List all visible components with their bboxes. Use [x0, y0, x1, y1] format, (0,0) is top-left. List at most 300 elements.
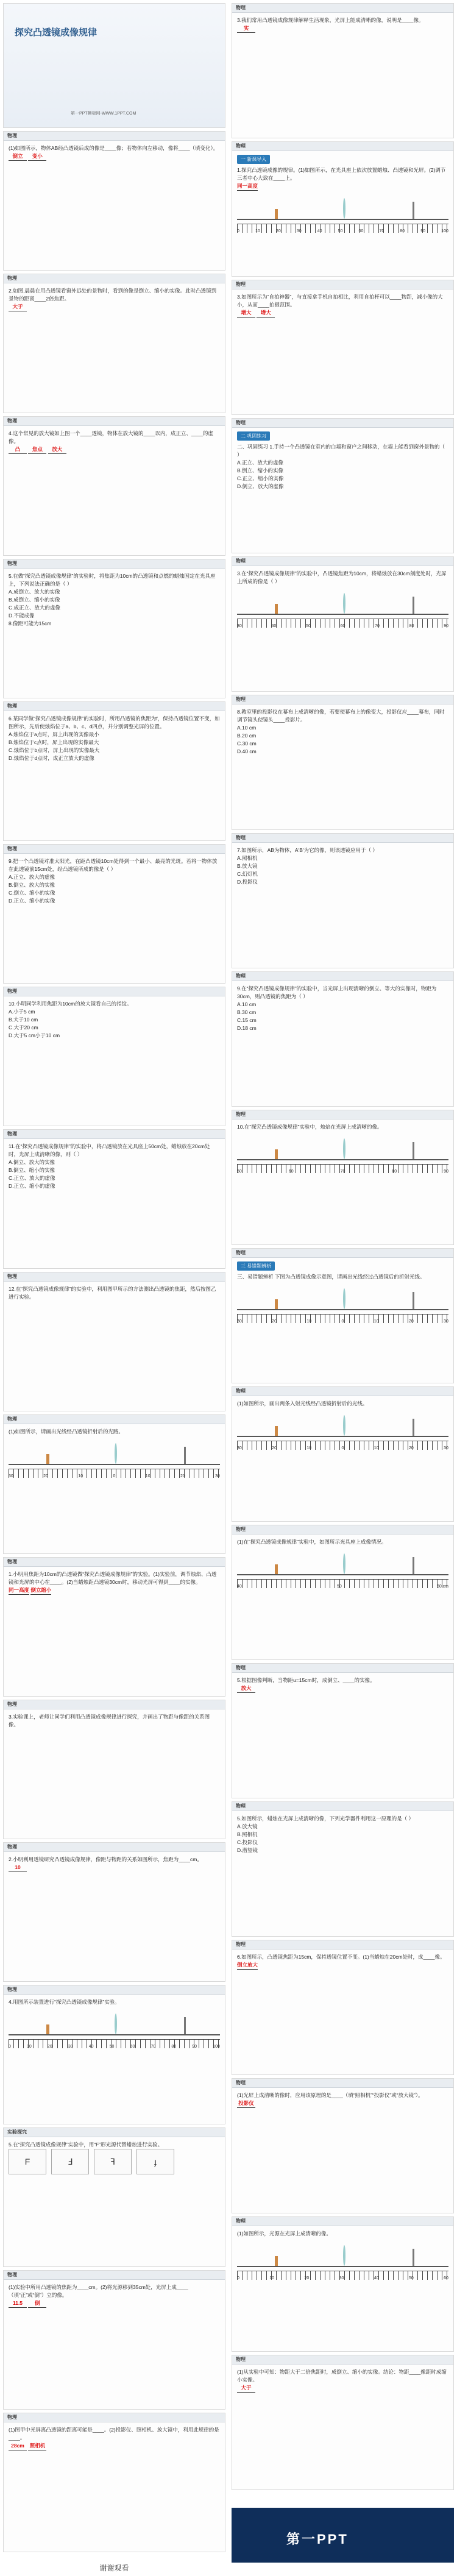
question-text: 12.在“探究凸透镜成像规律”的实验中，利用图甲所示的方法测出凸透镜的焦距，然后按图乙进行实验。 — [9, 1286, 216, 1300]
slide-body — [4, 283, 225, 315]
option-item: C.大于20 cm — [9, 1024, 38, 1031]
ruler-tick-label: 50 — [306, 624, 311, 628]
ruler-tick-label: 20 — [272, 1446, 277, 1450]
question-text: 2.小明利用透镜研究凸透镜成像规律，像距与物距的关系如图所示，焦距为____cm。 — [9, 1856, 202, 1862]
slide-body — [4, 1995, 225, 2052]
ruler-tick-label: 30 — [237, 1446, 242, 1450]
option-item: B.放大镜 — [237, 863, 258, 869]
slide-header: 物理 — [232, 1802, 453, 1811]
option-item: A.照相机 — [237, 855, 258, 861]
slide-header: 物理 — [232, 1387, 453, 1396]
option-item: D.18 cm — [237, 1025, 257, 1031]
lens-icon — [343, 2245, 345, 2266]
slide-body — [232, 1673, 453, 1697]
lens-icon — [343, 593, 345, 614]
slide-header: 物理 — [4, 1415, 225, 1424]
letter-figure: ɟ — [136, 2149, 174, 2174]
option-item: A.烛焰位于a点时，屏上出现的实像最小 — [9, 731, 99, 737]
slide-body — [232, 843, 453, 890]
answer-row — [237, 182, 448, 191]
question-text: 3.如图所示为“自拍神器”，与直接拿手机自拍相比，利用自拍杆可以____物距，减小像的大小，从而____拍摄范围。 — [237, 294, 443, 308]
option-item: D.大于5 cm小于10 cm — [9, 1032, 60, 1038]
answer-blank: 增大 — [237, 309, 255, 318]
ruler-tick-label: 30 — [444, 1319, 448, 1324]
answer-blank: 放大 — [237, 1684, 255, 1693]
slide-body — [232, 428, 453, 494]
ruler-tick-label: 50 — [237, 1169, 242, 1174]
question-text: 7.如图所示，AB为物体，A'B'为它的像，则该透镜应用于（ ） — [237, 847, 378, 853]
candle-icon — [275, 1564, 278, 1574]
question-text: 6.如图所示，凸透镜焦距为15cm，保持透镜位置不变。(1)当蜡烛在20cm处时，成____像。 — [237, 1954, 445, 1960]
question-slide — [232, 833, 454, 968]
optical-bench — [237, 194, 448, 220]
ruler-tick-label: 50 — [109, 2045, 115, 2049]
option-item: B.倒立、缩小的实像 — [237, 467, 284, 474]
slide-header: 物理 — [4, 1700, 225, 1709]
option-item: A.放大镜 — [237, 1823, 258, 1829]
ruler-tick-label: 100 — [213, 2045, 220, 2049]
question-slide — [3, 1414, 225, 1554]
slide-header: 物理 — [4, 2271, 225, 2280]
question-slide — [3, 987, 225, 1126]
option-item: A.正立、放大的虚像 — [9, 874, 55, 880]
ruler-tick-label: 70 — [151, 2045, 156, 2049]
slide-header: 物理 — [232, 1664, 453, 1673]
candle-icon — [46, 1454, 49, 1464]
slide-header: 物理 — [232, 1249, 453, 1258]
ruler-tick-label: 80 — [409, 624, 414, 628]
slide-body — [232, 13, 453, 37]
slide-body — [4, 2137, 225, 2178]
slide-body — [232, 2226, 453, 2283]
slide-body — [4, 1424, 225, 1481]
answer-blank: 焦点 — [28, 445, 46, 454]
title-slide — [3, 3, 225, 128]
option-item: C.幻灯机 — [237, 871, 258, 877]
option-item: C.15 cm — [237, 1017, 257, 1023]
candle-icon — [275, 604, 278, 614]
candle-icon — [275, 1149, 278, 1159]
optical-bench — [237, 2241, 448, 2267]
option-item: A.小于5 cm — [9, 1009, 35, 1015]
option-item: D.投影仪 — [237, 879, 258, 885]
question-text: (1)如图所示，请画出光线经凸透镜折射后的光路。 — [9, 1428, 124, 1435]
section-badge: 二 巩固练习 — [237, 431, 270, 441]
answer-blank: 倒立 — [9, 152, 27, 161]
option-item: B.照相机 — [237, 1831, 258, 1837]
ruler-tick-label: 0 — [113, 1474, 116, 1478]
slide-header: 物理 — [232, 2079, 453, 2088]
question-slide — [232, 418, 454, 553]
screen-icon — [413, 597, 414, 614]
slide-body — [4, 1709, 225, 1733]
answer-blank: 倒 — [28, 2299, 46, 2308]
ruler-tick-label: 10 — [306, 1319, 312, 1324]
slide-header: 物理 — [232, 2217, 453, 2226]
answer-blank: 投影仪 — [237, 2099, 255, 2108]
slide-header: 物理 — [4, 132, 225, 141]
optical-bench — [237, 589, 448, 615]
screen-icon — [413, 1142, 414, 1159]
ruler-tick-label: 20 — [408, 1319, 414, 1324]
answer-row — [9, 1864, 220, 1872]
question-text: 1.探究凸透镜成像的规律。(1)如图所示，在光具座上依次放置蜡烛、凸透镜和光屏。(2)调节三者中心大致在____上。 — [237, 167, 446, 181]
slide-body — [232, 2365, 453, 2396]
option-item: C.30 cm — [237, 740, 257, 747]
footer-banner — [232, 2508, 454, 2563]
slide-header: 物理 — [4, 1130, 225, 1139]
slide-body — [232, 566, 453, 631]
ruler-tick-label: 60 — [130, 2045, 135, 2049]
footer-bar — [232, 2508, 454, 2563]
option-item: C.烛焰位于b点时，屏上出现的实像最大 — [9, 747, 100, 753]
option-item: C.投影仪 — [237, 1839, 258, 1845]
question-slide — [232, 280, 454, 415]
question-slide — [3, 416, 225, 556]
option-item: B.20 cm — [237, 733, 257, 739]
slide-body — [4, 1567, 225, 1598]
ruler-tick-label: 10 — [27, 2045, 32, 2049]
ruler-scale — [237, 2271, 448, 2280]
question-slide — [3, 701, 225, 841]
question-text: (1)图甲中光屏离凸透镜的距离可能是____。(2)投影仪、照相机、放大镜中，利用此规律的是____。 — [9, 2427, 219, 2441]
question-slide — [3, 1842, 225, 1982]
question-slide — [3, 2270, 225, 2410]
answer-blank: 同一高度 — [9, 1586, 29, 1595]
option-item: A.倒立、放大的实像 — [9, 1159, 55, 1165]
question-slide — [232, 2078, 454, 2213]
ruler-tick-label: 90 — [420, 229, 426, 233]
ruler-tick-label: 0 — [237, 229, 239, 233]
ruler-tick-label: 90 — [192, 2045, 197, 2049]
answer-blank: 同一高度 — [237, 182, 258, 191]
answer-row — [237, 2099, 448, 2108]
optical-bench — [9, 1439, 220, 1465]
answer-row — [9, 2299, 220, 2308]
ruler-tick-label: 40 — [88, 2045, 94, 2049]
slide-header: 物理 — [4, 2413, 225, 2422]
ruler-tick-label: 0 — [237, 2276, 239, 2280]
slide-body — [232, 2088, 453, 2112]
ruler-tick-label: 60 cm — [436, 1584, 448, 1589]
screen-icon — [413, 1292, 414, 1309]
ruler-tick-label: 10 — [145, 1474, 151, 1478]
ruler-tick-label: 90 — [444, 1169, 448, 1174]
slide-header: 物理 — [232, 1525, 453, 1535]
question-text: 3.实验课上，老师让同学们利用凸透镜成像规律进行探究，并画出了物距与像距的关系图像。 — [9, 1714, 210, 1728]
letter-figure: ꟻ — [94, 2149, 132, 2174]
question-text: 5.在做“探究凸透镜成像规律”的实验时，将焦距为10cm的凸透镜和点燃的蜡烛固定在光具座上，下列说法正确的是（ ） — [9, 573, 216, 587]
slide-body — [4, 1282, 225, 1305]
site-label: 第一PPT模板网-WWW.1PPT.COM — [71, 112, 136, 116]
ruler-tick-label: 30 — [237, 1319, 242, 1324]
answer-row — [237, 2384, 448, 2393]
slide-body — [232, 1258, 453, 1327]
slide-header: 物理 — [232, 280, 453, 289]
ruler-tick-label: 10 — [374, 1446, 379, 1450]
optical-bench — [9, 2010, 220, 2035]
question-text: 10.小明同学利用焦距为10cm的放大镜看自己的指纹。 — [9, 1001, 132, 1007]
slide-header: 物理 — [4, 559, 225, 569]
question-slide — [3, 274, 225, 413]
right-column — [228, 0, 457, 2547]
answer-blank: 10 — [9, 1864, 27, 1872]
slide-body — [4, 569, 225, 631]
ruler-tick-label: 90 — [444, 624, 448, 628]
ruler-tick-label: 40 — [271, 624, 277, 628]
slide-header: 物理 — [4, 274, 225, 283]
ruler-scale — [9, 2039, 220, 2048]
ruler-tick-label: 30 — [339, 2276, 344, 2280]
ruler-tick-label: 80 — [392, 1169, 397, 1174]
question-text: 2.如图,晨晨在用凸透镜看窗外远处的景物时，看到的像是倒立、缩小的实像。此时凸透镜到景物的距离____2倍焦距。 — [9, 288, 216, 302]
screen-icon — [184, 1447, 186, 1464]
question-text: 11.在“探究凸透镜成像规律”的实验中，将凸透镜放在光具座上50cm处，蜡烛放在20cm处时，光屏上成清晰的像，则（ ） — [9, 1143, 210, 1157]
question-slide — [232, 2216, 454, 2352]
question-text: 三、易错题辨析 下图为凸透镜成像示意图，请画出光线经过凸透镜后的折射光线。 — [237, 1274, 425, 1280]
slide-body — [232, 1950, 453, 1973]
ruler-tick-label: 20 — [43, 1474, 48, 1478]
answer-row — [237, 1684, 448, 1693]
slide-header: 物理 — [232, 972, 453, 981]
ruler-tick-label: 70 — [375, 624, 380, 628]
answer-blank: 照相机 — [28, 2442, 46, 2450]
question-text: (1)从实验中可知：物距大于二倍焦距时，成倒立、缩小的实像。结论：物距____像距时成缩小实像。 — [237, 2369, 447, 2383]
option-item: C.正立、放大的虚像 — [9, 1175, 55, 1181]
letter-figure: Ⅎ — [51, 2149, 89, 2174]
answer-blank: 大于 — [237, 2384, 255, 2393]
answer-row — [237, 1961, 448, 1970]
slide-body — [4, 1852, 225, 1876]
lens-icon — [343, 1553, 345, 1574]
question-slide — [3, 844, 225, 984]
option-item: D.烛焰位于d点时，成正立放大的虚像 — [9, 755, 94, 761]
screen-icon — [184, 2017, 186, 2034]
slide-header: 物理 — [232, 557, 453, 566]
answer-blank: 增大 — [257, 309, 275, 318]
slide-body — [232, 1811, 453, 1858]
question-slide — [232, 1386, 454, 1522]
figure-row — [9, 2149, 220, 2174]
screen-icon — [413, 202, 414, 219]
question-text: (1)如图所示，画出两条入射光线经凸透镜折射后的光线。 — [237, 1400, 368, 1407]
ruler-tick-label: 30 — [444, 1446, 448, 1450]
slide-body — [232, 1119, 453, 1177]
slide-body — [4, 426, 225, 458]
question-slide — [3, 559, 225, 698]
lens-icon — [343, 198, 345, 219]
ruler-tick-label: 20 — [408, 1446, 414, 1450]
ruler-tick-label: 0 — [341, 1446, 344, 1450]
question-slide — [232, 971, 454, 1107]
question-text: (1)光屏上成清晰的像时，应用该原理的是____（填“照相机”“投影仪”或“放大镜”）。 — [237, 2092, 423, 2098]
option-item: C.正立、缩小的实像 — [237, 475, 284, 481]
ruler-scale — [237, 619, 448, 628]
lens-icon — [115, 1443, 117, 1464]
ruler-tick-label: 50 — [408, 2276, 414, 2280]
answer-blank: 28cm — [9, 2442, 27, 2450]
ruler-scale — [9, 1469, 220, 1478]
slide-body — [4, 2422, 225, 2454]
slide-body — [232, 1396, 453, 1453]
slide-header: 物理 — [4, 1843, 225, 1852]
question-text: (1)实验中所用凸透镜的焦距为____cm。(2)将光源移到35cm处，光屏上成____（填“正”或“倒”）立的像。 — [9, 2284, 188, 2298]
question-text: 4.这个常见的放大镜如上图一个____透镜，物体在放大镜的____以内，成正立、____的虚像。 — [9, 430, 213, 444]
ruler-tick-label: 20 — [272, 1319, 277, 1324]
letter-figure: F — [9, 2149, 46, 2174]
answer-row — [9, 445, 220, 454]
ruler-tick-label: 60 — [340, 624, 345, 628]
ruler-tick-label: 70 — [340, 1169, 345, 1174]
question-text: 5.根据图像判断，当物距u=15cm时，成倒立、____的实像。 — [237, 1677, 375, 1683]
slide-header: 物理 — [232, 1940, 453, 1950]
ruler-tick-label: 10 — [306, 1446, 312, 1450]
question-text: 3.在“探究凸透镜成像规律”的实验中，凸透镜焦距为10cm，将蜡烛放在30cm刻度处时，光屏上所成的像是（ ） — [237, 570, 447, 584]
question-slide — [232, 556, 454, 692]
slide-body — [232, 1535, 453, 1592]
ruler-tick-label: 50 — [336, 1584, 342, 1589]
ruler-scale — [237, 224, 448, 233]
question-slide — [3, 1700, 225, 1839]
ruler-tick-label: 20 — [180, 1474, 185, 1478]
question-text: 9.把一个凸透镜对准太阳光，在距凸透镜10cm处得到一个最小、最亮的光斑。若将一物体放在此透镜前15cm处，经凸透镜所成的像是（ ） — [9, 858, 218, 872]
ruler-tick-label: 30 — [9, 1474, 13, 1478]
slide-header: 物理 — [232, 2355, 453, 2365]
answer-blank: 放大 — [48, 445, 66, 454]
question-slide — [232, 1525, 454, 1660]
ruler-tick-label: 10 — [374, 1319, 379, 1324]
option-item: C.倒立、缩小的实像 — [9, 890, 55, 896]
candle-icon — [275, 1299, 278, 1309]
answer-blank: 实 — [237, 24, 255, 33]
candle-icon — [275, 1426, 278, 1436]
question-slide — [3, 2127, 225, 2267]
answer-blank: 11.5 — [9, 2299, 27, 2308]
slide-body — [4, 2280, 225, 2312]
option-item: D.正立、缩小的虚像 — [9, 1183, 55, 1189]
answer-blank: 倒立缩小 — [30, 1586, 51, 1595]
screen-icon — [413, 1419, 414, 1436]
lens-icon — [343, 1288, 345, 1309]
ruler-tick-label: 10 — [255, 229, 260, 233]
lens-icon — [343, 1415, 345, 1436]
option-item: B.大于10 cm — [9, 1017, 38, 1023]
ruler-tick-label: 30 — [68, 2045, 73, 2049]
section-badge: 三 易错题辨析 — [237, 1261, 275, 1271]
question-slide — [232, 2355, 454, 2490]
question-text: (1)如图所示，光源在光屏上成清晰的像。 — [237, 2230, 331, 2237]
question-slide — [3, 2413, 225, 2552]
question-text: 5.如图所示，蜡烛在光屏上成清晰的像，下列光学器件利用这一原理的是（ ） — [237, 1815, 414, 1822]
slide-header: 物理 — [4, 1558, 225, 1567]
question-slide — [232, 141, 454, 277]
question-text: 3.我们常用凸透镜成像规律解释生活现象，光屏上能成清晰的像，说明是____像。 — [237, 17, 424, 23]
question-text: 1.小明用焦距为10cm的凸透镜做“探究凸透镜成像规律”的实验。(1)实验前，调节烛焰、凸透镜和光屏的中心在____。(2)当蜡烛距凸透镜30cm时，移动光屏可得到____的实像。 — [9, 1571, 217, 1585]
candle-icon — [46, 2024, 49, 2034]
option-item: D.正立、缩小的实像 — [9, 898, 55, 904]
option-item: D.倒立、放大的虚像 — [237, 483, 284, 489]
option-item: D.不能成像 — [9, 612, 35, 619]
ruler-tick-label: 100 — [441, 229, 448, 233]
question-slide — [3, 1985, 225, 2124]
ruler-tick-label: 40 — [237, 1584, 242, 1589]
ruler-tick-label: 60 — [444, 2276, 448, 2280]
question-text: 8.教室里的投影仪在幕布上成清晰的像，若要使幕布上的像变大，投影仪应____幕布，同时调节镜头使镜头____投影片。 — [237, 709, 445, 723]
slide-body — [4, 1139, 225, 1194]
ruler-tick-label: 0 — [9, 2045, 11, 2049]
end-text: 谢谢观看 — [99, 2564, 129, 2572]
optical-bench — [237, 1550, 448, 1575]
slide-body — [4, 854, 225, 909]
question-slide — [232, 695, 454, 830]
ruler-scale — [237, 1314, 448, 1323]
answer-blank: 凸 — [9, 445, 27, 454]
lens-icon — [343, 1138, 345, 1159]
brand-logo: 第一PPT — [286, 2532, 349, 2547]
option-item: D.40 cm — [237, 748, 257, 754]
ruler-tick-label: 30 — [237, 624, 242, 628]
ruler-tick-label: 40 — [317, 229, 322, 233]
option-item: B.倒立、缩小的实像 — [9, 1167, 55, 1173]
ruler-tick-label: 60 — [358, 229, 364, 233]
slide-header: 物理 — [4, 417, 225, 426]
question-text: 10.在“探究凸透镜成像规律”实验中，烛焰在光屏上成清晰的像。 — [237, 1124, 383, 1130]
question-text: (1)如图所示，物体AB经凸透镜后成的像是____像；若物体向左移动，像将____（填变化）。 — [9, 145, 219, 151]
section-badge: 一 新课导入 — [237, 155, 270, 164]
ruler-tick-label: 20 — [304, 2276, 310, 2280]
slide-header: 物理 — [232, 419, 453, 428]
slide-header: 物理 — [232, 1110, 453, 1119]
ruler-tick-label: 10 — [78, 1474, 83, 1478]
question-text: 二、巩固练习 1.手持一个凸透镜在室内的白墙和窗户之间移动，在墙上能看到窗外景物的（ ） — [237, 444, 445, 458]
answer-blank: 大于 — [9, 303, 27, 311]
question-text: 9.在“探究凸透镜成像规律”的实验中，当光屏上出现清晰的倒立、等大的实像时，物距为30cm，则凸透镜的焦距为（ ） — [237, 985, 437, 999]
slide-header: 物理 — [232, 834, 453, 843]
option-item: B.30 cm — [237, 1009, 257, 1015]
ruler-tick-label: 10 — [269, 2276, 275, 2280]
optical-bench — [237, 1135, 448, 1160]
ruler-tick-label: 0 — [341, 1319, 344, 1324]
option-item: A.成倒立、放大的实像 — [9, 589, 60, 595]
option-item: B.成倒立、缩小的实像 — [9, 597, 60, 603]
option-item: A.正立、放大的虚像 — [237, 459, 284, 466]
ruler-tick-label: 20 — [47, 2045, 52, 2049]
ruler-tick-label: 50 — [338, 229, 343, 233]
option-item: A.10 cm — [237, 725, 257, 731]
slide-header: 物理 — [4, 987, 225, 996]
ruler-tick-label: 80 — [171, 2045, 177, 2049]
option-item: A.10 cm — [237, 1001, 257, 1007]
ruler-tick-label: 30 — [215, 1474, 220, 1478]
answer-row — [9, 152, 220, 161]
option-item: D.潜望镜 — [237, 1847, 258, 1853]
answer-blank: 变小 — [28, 152, 46, 161]
left-column — [0, 0, 228, 2572]
lens-icon — [115, 2014, 117, 2034]
question-slide — [232, 1940, 454, 2075]
page-title: 探究凸透镜成像规律 — [15, 27, 97, 38]
question-slide — [232, 3, 454, 138]
option-item: B.倒立、放大的实像 — [9, 882, 55, 888]
slide-body — [232, 151, 453, 236]
option-item: B.烛焰位于c点时，屏上出现的实像最大 — [9, 739, 99, 745]
slide-body — [232, 704, 453, 759]
question-text: 5.在“探究凸透镜成像规律”实验中，用“F”形光源代替蜡烛进行实验。 — [9, 2141, 163, 2148]
slide-header: 实验探究 — [4, 2128, 225, 2137]
slide-header: 物理 — [4, 1985, 225, 1995]
question-slide — [3, 131, 225, 271]
ruler-tick-label: 30 — [296, 229, 302, 233]
